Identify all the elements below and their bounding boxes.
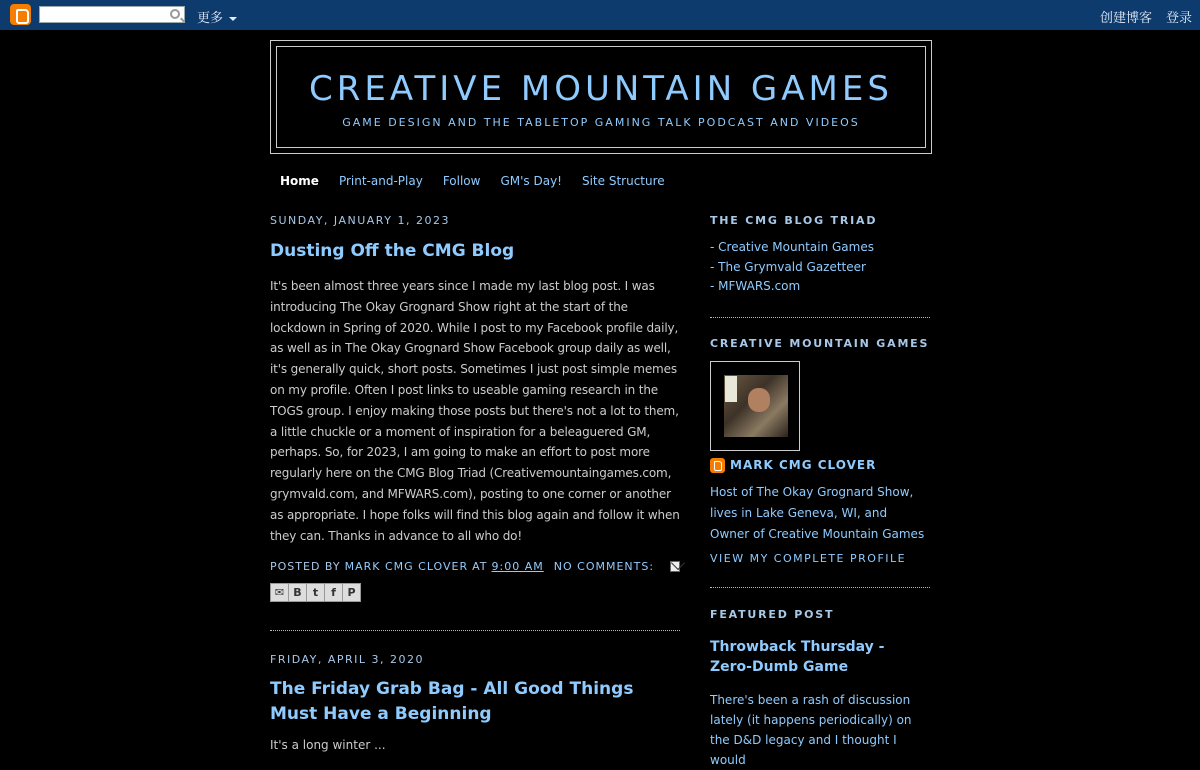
blogger-navbar <box>0 0 1200 30</box>
profile-photo-face <box>748 388 770 412</box>
blog-header-inner <box>276 46 926 148</box>
at-label: AT <box>472 560 488 574</box>
view-profile-link[interactable]: VIEW MY COMPLETE PROFILE <box>710 551 907 565</box>
blog-description: GAME DESIGN AND THE TABLETOP GAMING TALK PODCAST AND VIDEOS <box>342 116 860 129</box>
profile-photo-badge <box>725 376 737 402</box>
more-menu[interactable] <box>197 7 237 26</box>
more-label: 更多 <box>197 11 224 26</box>
featured-post-title[interactable]: Throwback Thursday - Zero-Dumb Game <box>710 638 885 675</box>
blogger-logo-icon[interactable] <box>10 4 31 25</box>
blog-header <box>270 40 932 154</box>
tab-print-and-play[interactable]: Print-and-Play <box>338 174 423 188</box>
triad-link-creative-mountain-games[interactable]: - Creative Mountain Games <box>710 240 874 254</box>
comments-link[interactable]: NO COMMENTS: <box>553 560 655 574</box>
blog-title[interactable]: CREATIVE MOUNTAIN GAMES <box>309 69 893 109</box>
blogger-icon <box>710 458 725 473</box>
profile-about: Host of The Okay Grognard Show, lives in Lake Geneva, WI, and Owner of Creative Mountain Games <box>710 484 925 541</box>
post-time-link[interactable]: 9:00 AM <box>491 560 544 574</box>
tab-gms-day[interactable]: GM's Day! <box>500 174 562 188</box>
post-date: FRIDAY, APRIL 3, 2020 <box>270 653 425 667</box>
post-author-link[interactable]: MARK CMG CLOVER <box>344 560 469 574</box>
login-link[interactable]: 登录 <box>1166 11 1193 26</box>
share-buttons <box>270 583 680 602</box>
sidebar <box>710 214 930 770</box>
search-input[interactable] <box>39 6 185 23</box>
chevron-down-icon <box>229 17 237 21</box>
tab-site-structure[interactable]: Site Structure <box>581 174 665 188</box>
create-blog-link[interactable]: 创建博客 <box>1100 11 1153 26</box>
post-date: SUNDAY, JANUARY 1, 2023 <box>270 214 450 227</box>
sidebar-divider <box>710 317 930 318</box>
email-share-icon[interactable]: ✉ <box>270 583 289 602</box>
email-post-icon[interactable] <box>670 561 680 572</box>
post-body: It's a long winter ... <box>270 738 386 753</box>
facebook-share-icon[interactable]: f <box>324 583 343 602</box>
blogthis-share-icon[interactable]: B <box>288 583 307 602</box>
post-divider <box>270 630 680 631</box>
posted-by-label: POSTED BY <box>270 560 341 574</box>
post-body: It's been almost three years since I made my last blog post. I was introducing The Okay Grognard Show right at the start of the lockdown in Spring of 2020. While I post to my Facebook profile daily, as well as in The Okay Grognard Show Facebook group daily as well, it's generally quick, short posts. Sometimes I just post simple memes on my profile. Often I post links to useable gaming research in the TOGS group. I enjoy making those posts but there's not a lot to them, a little chuckle or a moment of inspiration for a beleaguered GM, perhaps. So, for 2023, I am going to make an effort to post more regularly here on the CMG Blog Triad (Creativemountaingames.com, grymvald.com, and MFWARS.com), posting to one corner or another as appropriate. I hope folks will find this blog again and follow it when they can. Thanks in advance to all who do! <box>270 279 680 543</box>
pinterest-share-icon[interactable]: P <box>342 583 361 602</box>
featured-heading: FEATURED POST <box>710 607 835 621</box>
triad-link-list <box>710 238 930 297</box>
featured-post-snippet: There's been a rash of discussion lately (it happens periodically) on the D&D legacy and I thought I would <box>710 692 912 767</box>
profile-heading: CREATIVE MOUNTAIN GAMES <box>710 336 930 350</box>
profile-name-row <box>710 458 930 473</box>
twitter-share-icon[interactable]: t <box>306 583 325 602</box>
tab-home[interactable]: Home <box>280 174 319 188</box>
main-column <box>270 214 680 755</box>
post-title[interactable]: Dusting Off the CMG Blog <box>270 241 515 261</box>
triad-link-mfwars[interactable]: - MFWARS.com <box>710 279 801 293</box>
post-title[interactable]: The Friday Grab Bag - All Good Things Must Have a Beginning <box>270 679 634 725</box>
triad-link-grymvald-gazetteer[interactable]: - The Grymvald Gazetteer <box>710 259 866 274</box>
search-icon[interactable] <box>170 9 180 19</box>
page-tabs <box>270 174 675 190</box>
profile-photo[interactable] <box>710 361 800 451</box>
sidebar-divider <box>710 587 930 588</box>
triad-heading: THE CMG BLOG TRIAD <box>710 214 878 227</box>
tab-follow[interactable]: Follow <box>442 174 481 188</box>
profile-name-link[interactable]: MARK CMG CLOVER <box>730 458 877 472</box>
post-footer <box>270 560 680 573</box>
